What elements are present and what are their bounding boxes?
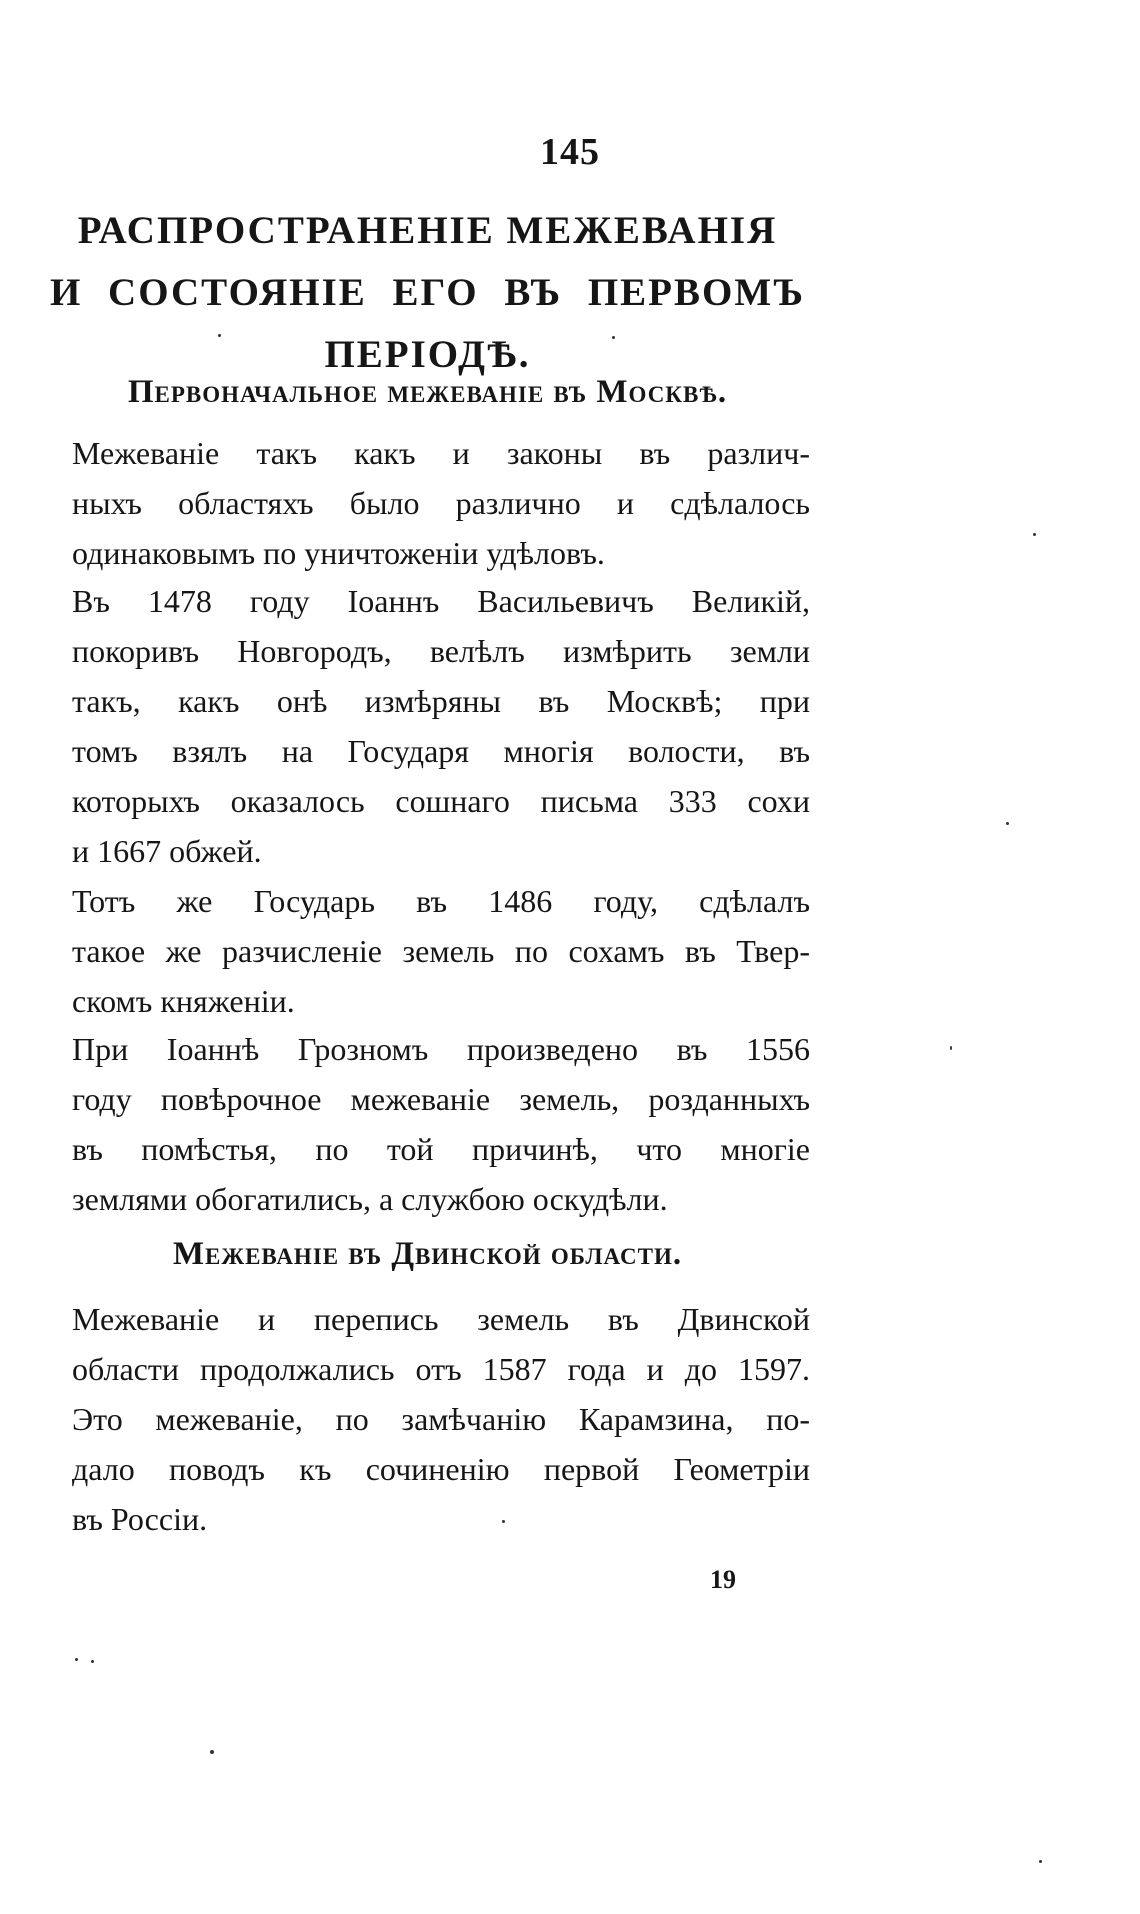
text-line: Межеваніе и перепись земель въ Двинской (72, 1301, 810, 1337)
scan-speck (1039, 1860, 1042, 1863)
chapter-title-line: ПЕРІОДѢ. (324, 333, 531, 376)
paragraph (72, 576, 810, 876)
text-line: Въ 1478 году Іоаннъ Васильевичъ Великій, (72, 583, 810, 619)
text-line: и 1667 обжей. (72, 833, 262, 869)
scan-speck (210, 1750, 214, 1754)
paragraph (72, 1024, 810, 1224)
text-line: области продолжались отъ 1587 года и до 1597. (72, 1351, 810, 1387)
text-line: покоривъ Новгородъ, велѣлъ измѣрить земли (72, 633, 810, 669)
scan-speck (218, 334, 221, 337)
scan-speck (91, 1660, 94, 1663)
text-line: въ помѣстья, по той причинѣ, что многіе (72, 1131, 810, 1167)
text-line: Тотъ же Государь въ 1486 году, сдѣлалъ (72, 883, 810, 919)
text-line: Это межеваніе, по замѣчанію Карамзина, по- (72, 1401, 810, 1437)
scan-speck (75, 1658, 78, 1661)
scan-speck (950, 1046, 952, 1050)
text-line: такое же разчисленіе земель по сохамъ въ Твер- (72, 933, 810, 969)
text-line: томъ взялъ на Государя многія волости, въ (72, 733, 810, 769)
section-heading: Первоначальное межеваніе въ Москвѣ. (127, 374, 728, 410)
page-number: 145 (540, 131, 600, 173)
chapter-title-line: И СОСТОЯНІЕ ЕГО ВЪ ПЕРВОМЪ (50, 271, 805, 314)
text-line: При Іоаннѣ Грозномъ произведено въ 1556 (72, 1031, 810, 1067)
scan-speck (1006, 822, 1009, 825)
text-line: одинаковымъ по уничтоженіи удѣловъ. (72, 535, 605, 571)
text-line: землями обогатились, а службою оскудѣли. (72, 1181, 668, 1217)
scan-speck (1033, 533, 1036, 536)
chapter-title-line: РАСПРОСТРАНЕНІЕ МЕЖЕВАНІЯ (77, 209, 778, 252)
text-line: ныхъ областяхъ было различно и сдѣлалось (72, 485, 810, 521)
text-line: дало поводъ къ сочиненію первой Геометріи (72, 1451, 810, 1487)
scan-speck (502, 1520, 505, 1523)
paragraph (72, 876, 810, 1026)
text-line: такъ, какъ онѣ измѣряны въ Москвѣ; при (72, 683, 810, 719)
section-heading: Межеваніе въ Двинской области. (172, 1236, 683, 1272)
scan-speck (612, 336, 615, 339)
text-line: которыхъ оказалось сошнаго письма 333 сохи (72, 783, 810, 819)
text-line: скомъ княженіи. (72, 983, 295, 1019)
paragraph (72, 428, 810, 578)
text-line: году повѣрочное межеваніе земель, розданныхъ (72, 1081, 810, 1117)
text-line: въ Россіи. (72, 1501, 208, 1537)
paragraph (72, 1294, 810, 1544)
signature-mark: 19 (710, 1565, 736, 1594)
text-line: Межеваніе такъ какъ и законы въ различ- (72, 435, 810, 471)
chapter-title (50, 200, 805, 386)
